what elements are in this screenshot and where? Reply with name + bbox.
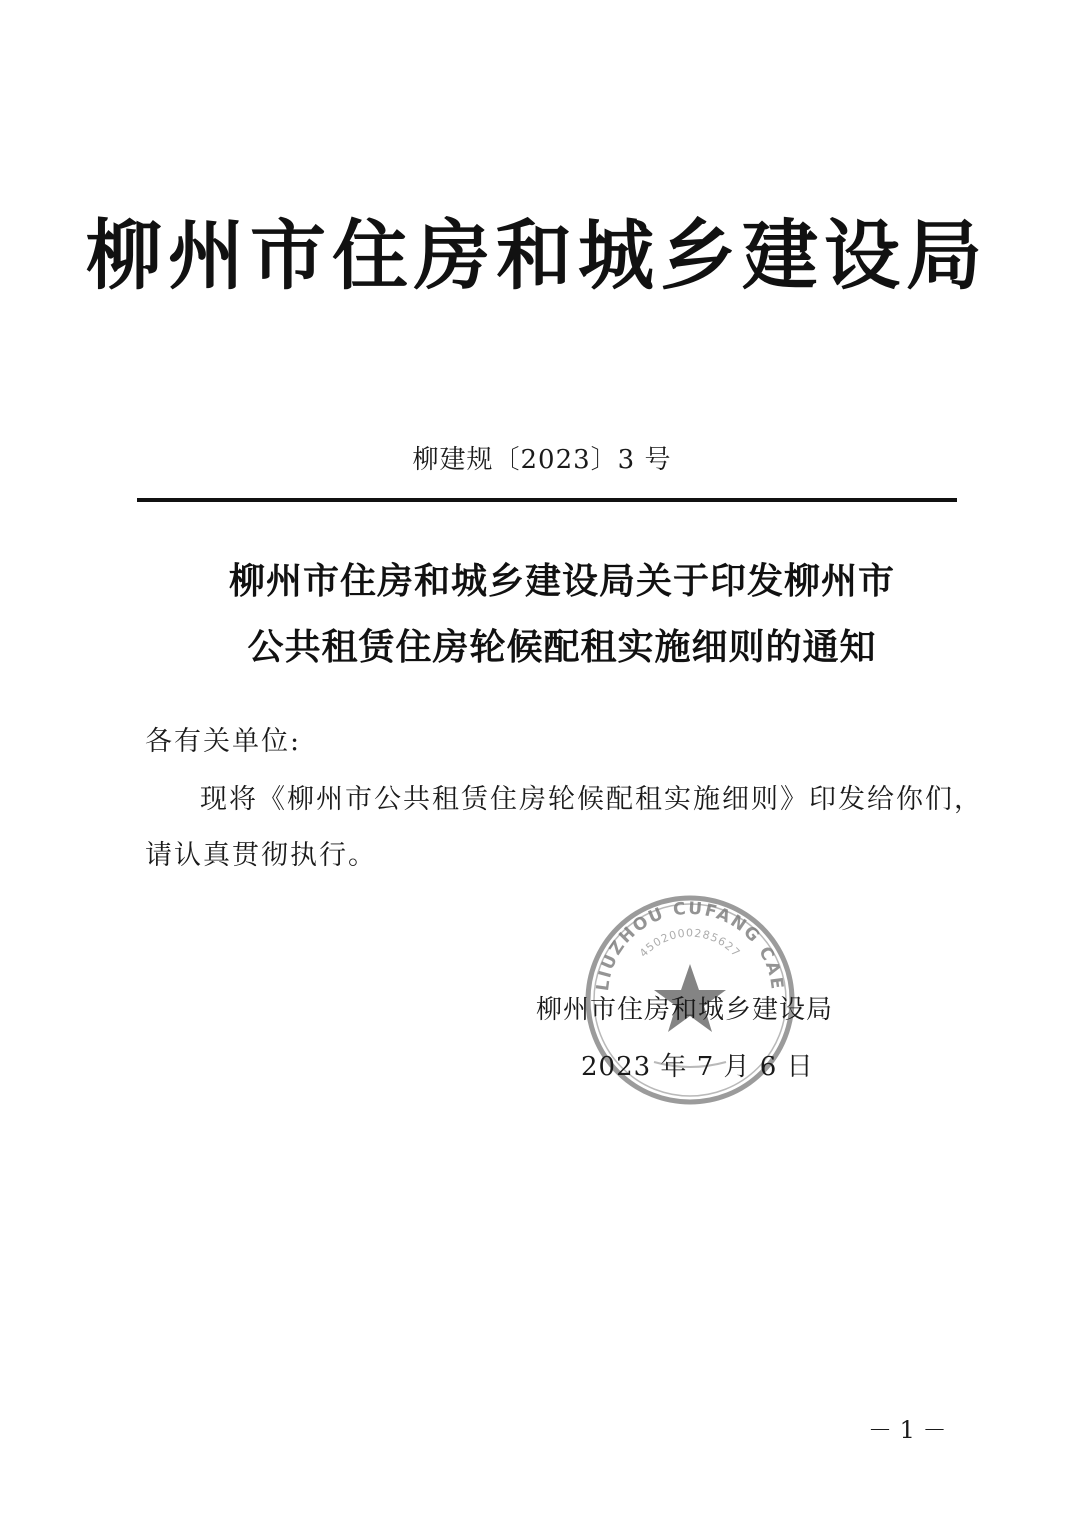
header-divider — [137, 498, 957, 502]
page-number: － 1 － — [868, 1416, 947, 1444]
salutation: 各有关单位: — [145, 726, 302, 757]
svg-text:LIUZHOU CUFANG CAE: LIUZHOU CUFANG CAE — [593, 898, 788, 993]
agency-header: 柳州市住房和城乡建设局 — [86, 211, 988, 300]
document-title-line-1: 柳州市住房和城乡建设局关于印发柳州市 — [228, 561, 895, 602]
body-line-1: 现将《柳州市公共租赁住房轮候配租实施细则》印发给你们， — [200, 784, 983, 815]
svg-text:4502000285627: 4502000285627 — [636, 926, 744, 960]
body-line-2: 请认真贯彻执行。 — [145, 840, 377, 871]
signature-date: 2023 年 7 月 6 日 — [581, 1052, 814, 1082]
document-title-line-2: 公共租赁住房轮候配租实施细则的通知 — [247, 627, 877, 668]
document-number: 柳建规〔2023〕3 号 — [412, 445, 672, 475]
signer-name: 柳州市住房和城乡建设局 — [536, 995, 834, 1025]
